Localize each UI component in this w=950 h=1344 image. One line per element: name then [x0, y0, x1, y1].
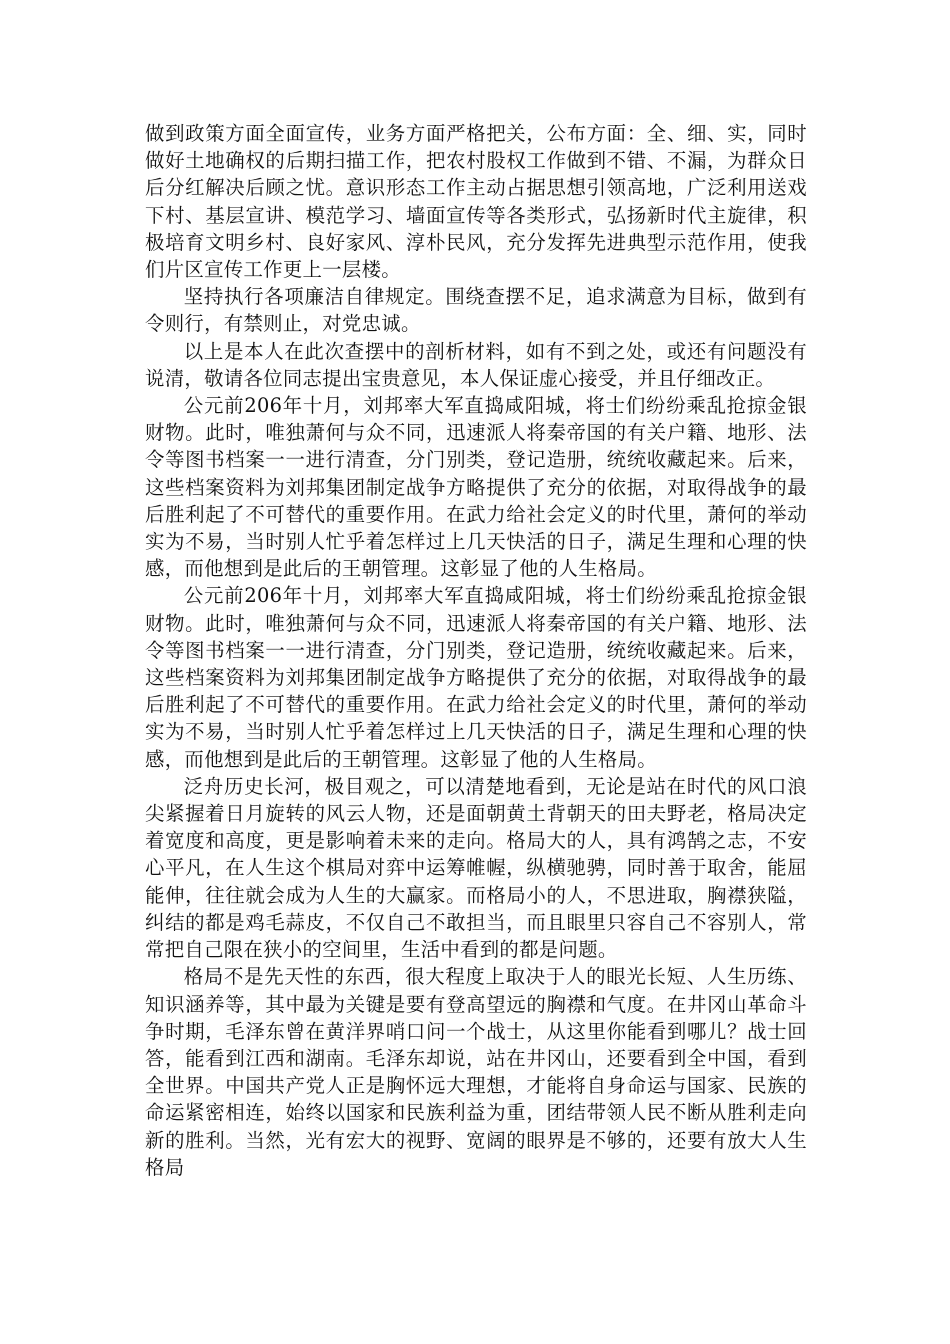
document-page [145, 120, 807, 1181]
paragraph-6: 泛舟历史长河，极目观之，可以清楚地看到，无论是站在时代的风口浪尖紧握着日月旋转的风云人物，还是面朝黄土背朝天的田夫野老，格局决定着宽度和高度，更是影响着未来的走向。格局大的人，具有鸿鹄之志，不安心平凡，在人生这个棋局对弈中运筹帷幄，纵横驰骋，同时善于取舍，能屈能伸，往往就会成为人生的大赢家。而格局小的人，不思进取，胸襟狭隘，纠结的都是鸡毛蒜皮，不仅自己不敢担当，而且眼里只容自己不容别人，常常把自己限在狭小的空间里，生活中看到的都是问题。 [145, 774, 807, 962]
paragraph-1: 做到政策方面全面宣传，业务方面严格把关，公布方面：全、细、实，同时做好土地确权的后期扫描工作，把农村股权工作做到不错、不漏，为群众日后分红解决后顾之忧。意识形态工作主动占据思想引领高地，广泛利用送戏下村、基层宣讲、模范学习、墙面宣传等各类形式，弘扬新时代主旋律，积极培育文明乡村、良好家风、淳朴民风，充分发挥先进典型示范作用，使我们片区宣传工作更上一层楼。 [145, 122, 807, 282]
paragraph-5: 公元前206年十月，刘邦率大军直捣咸阳城，将士们纷纷乘乱抢掠金银财物。此时，唯独萧何与众不同，迅速派人将秦帝国的有关户籍、地形、法令等图书档案一一进行清查，分门别类，登记造册，统统收藏起来。后来，这些档案资料为刘邦集团制定战争方略提供了充分的依据，对取得战争的最后胜利起了不可替代的重要作用。在武力给社会定义的时代里，萧何的举动实为不易，当时别人忙乎着怎样过上几天快活的日子，满足生理和心理的快感，而他想到是此后的王朝管理。这彰显了他的人生格局。 [145, 584, 807, 771]
paragraph-4: 公元前206年十月，刘邦率大军直捣咸阳城，将士们纷纷乘乱抢掠金银财物。此时，唯独萧何与众不同，迅速派人将秦帝国的有关户籍、地形、法令等图书档案一一进行清查，分门别类，登记造册，统统收藏起来。后来，这些档案资料为刘邦集团制定战争方略提供了充分的依据，对取得战争的最后胜利起了不可替代的重要作用。在武力给社会定义的时代里，萧何的举动实为不易，当时别人忙乎着怎样过上几天快活的日子，满足生理和心理的快感，而他想到是此后的王朝管理。这彰显了他的人生格局。 [145, 394, 807, 581]
paragraph-3: 以上是本人在此次查摆中的剖析材料，如有不到之处，或还有问题没有说清，敬请各位同志提出宝贵意见，本人保证虚心接受，并且仔细改正。 [145, 339, 807, 390]
paragraph-2: 坚持执行各项廉洁自律规定。围绕查摆不足，追求满意为目标，做到有令则行，有禁则止，对党忠诚。 [145, 285, 807, 336]
paragraph-7: 格局不是先天性的东西，很大程度上取决于人的眼光长短、人生历练、知识涵养等，其中最为关键是要有登高望远的胸襟和气度。在井冈山革命斗争时期，毛泽东曾在黄洋界哨口问一个战士，从这里你能看到哪儿？战士回答，能看到江西和湖南。毛泽东却说，站在井冈山，还要看到全中国，看到全世界。中国共产党人正是胸怀远大理想，才能将自身命运与国家、民族的命运紧密相连，始终以国家和民族利益为重，团结带领人民不断从胜利走向新的胜利。当然，光有宏大的视野、宽阔的眼界是不够的，还要有放大人生格局 [145, 965, 807, 1179]
